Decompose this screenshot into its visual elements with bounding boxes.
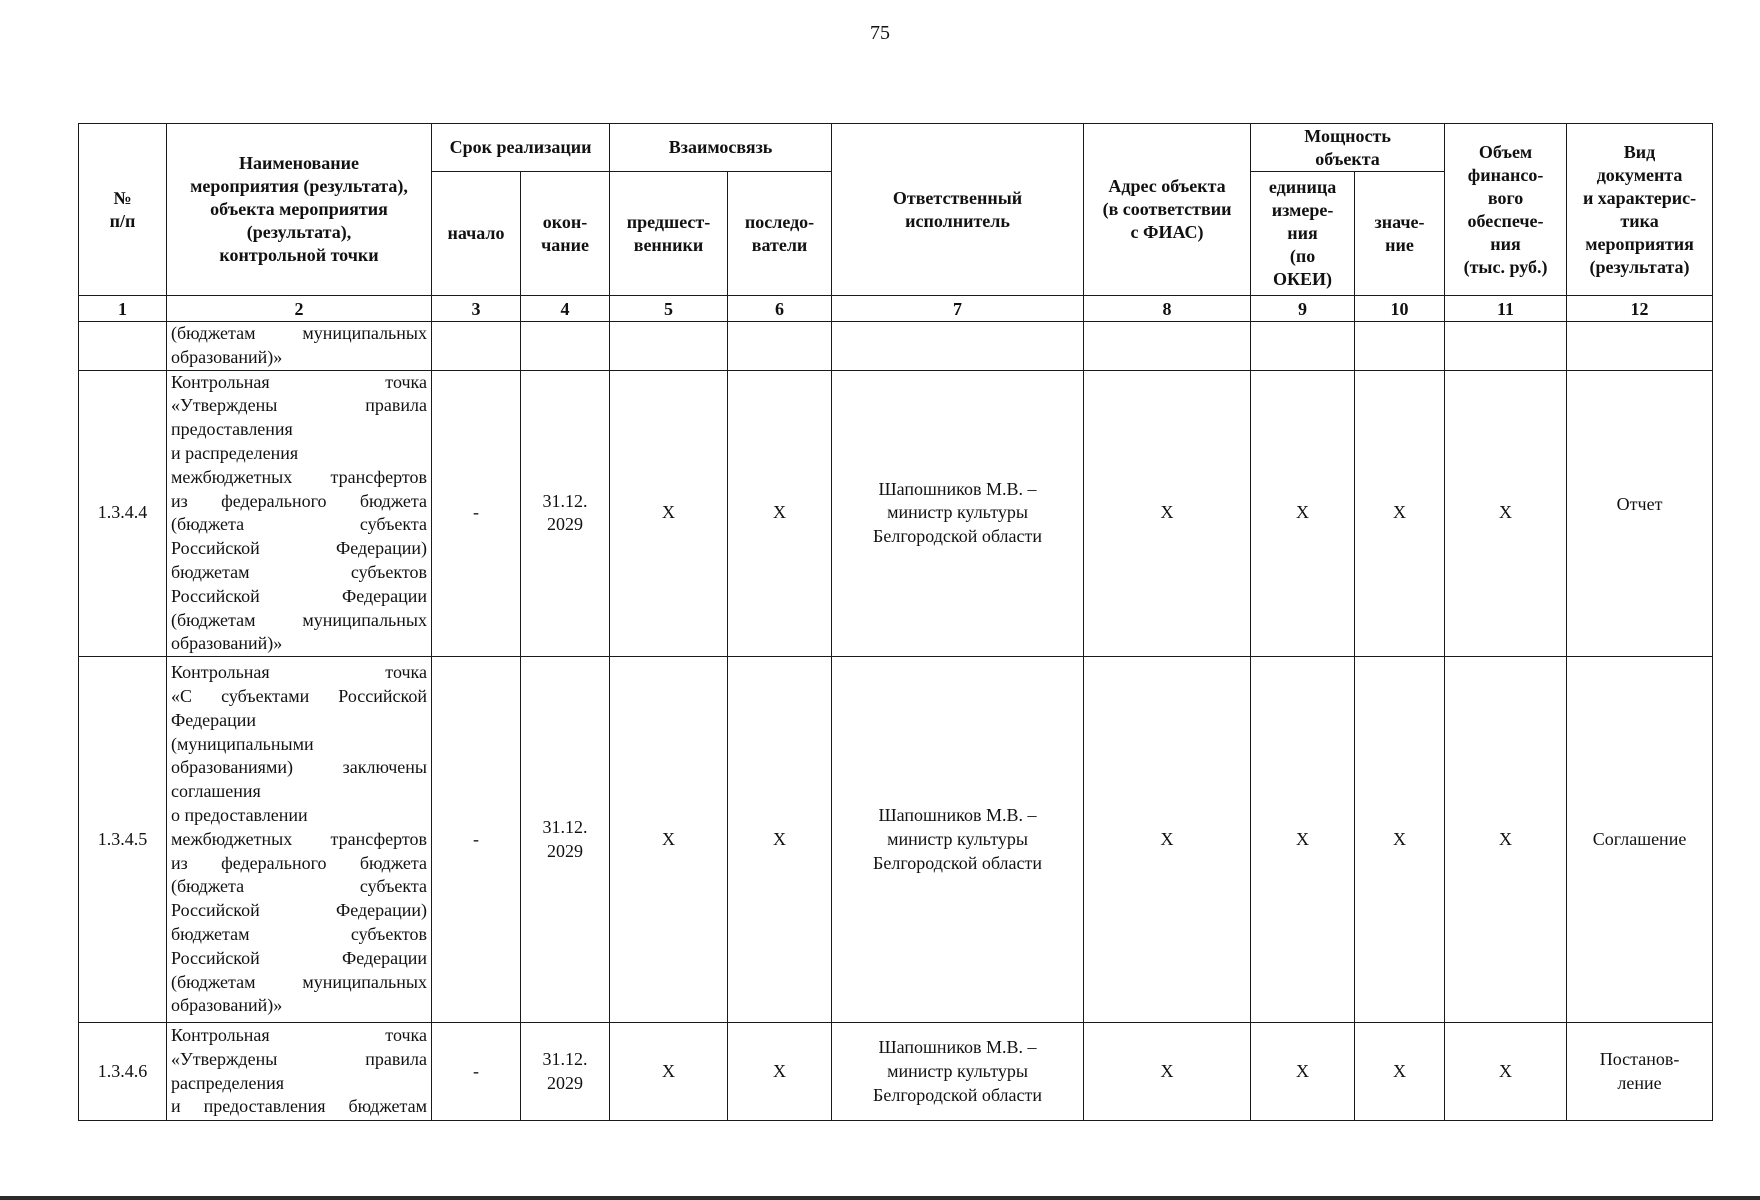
row-name-line: (бюджета субъекта xyxy=(171,514,427,535)
header-term-start: начало xyxy=(432,172,521,296)
header-link: Взаимосвязь xyxy=(610,124,832,172)
row-next: X xyxy=(728,1023,832,1121)
column-number: 5 xyxy=(610,296,728,322)
row-address: X xyxy=(1084,657,1251,1023)
row-name-line: образований)» xyxy=(171,346,283,367)
row-start: - xyxy=(432,370,521,657)
header-finance: Объем финансо- вого обеспече- ния (тыс. руб.) xyxy=(1445,124,1567,296)
row-value: X xyxy=(1355,370,1445,657)
plan-table xyxy=(78,123,1713,1121)
row-name-line: «Утверждены правила xyxy=(171,1048,427,1069)
row-address xyxy=(1084,322,1251,371)
row-number xyxy=(79,322,167,371)
row-unit: X xyxy=(1251,657,1355,1023)
row-name xyxy=(167,1023,432,1121)
row-name-line: Контрольная точка xyxy=(171,371,427,392)
row-name-line: образований)» xyxy=(171,995,283,1016)
header-address: Адрес объекта (в соответствии с ФИАС) xyxy=(1084,124,1251,296)
row-number: 1.3.4.4 xyxy=(79,370,167,657)
column-number: 1 xyxy=(79,296,167,322)
table-row xyxy=(79,657,1713,1023)
row-name-line: предоставления xyxy=(171,419,293,440)
row-start: - xyxy=(432,657,521,1023)
row-doc: Соглашение xyxy=(1567,657,1713,1023)
row-doc: Постанов- ление xyxy=(1567,1023,1713,1121)
row-next: X xyxy=(728,370,832,657)
row-name-line: Федерации xyxy=(171,709,257,730)
row-name-line: из федерального бюджета xyxy=(171,490,427,511)
row-start: - xyxy=(432,1023,521,1121)
row-name-line: распределения xyxy=(171,1072,285,1093)
header-capacity: Мощность объекта xyxy=(1251,124,1445,172)
row-number: 1.3.4.5 xyxy=(79,657,167,1023)
column-number: 2 xyxy=(167,296,432,322)
row-name-line: (бюджетам муниципальных xyxy=(171,971,427,992)
row-name-line: межбюджетных трансфертов xyxy=(171,466,427,487)
row-name-line: бюджетам субъектов xyxy=(171,561,427,582)
row-unit: X xyxy=(1251,370,1355,657)
row-prev: X xyxy=(610,1023,728,1121)
row-name-line: бюджетам субъектов xyxy=(171,923,427,944)
column-number: 4 xyxy=(521,296,610,322)
row-name-line: из федерального бюджета xyxy=(171,852,427,873)
row-end xyxy=(521,322,610,371)
row-name-line: Российской Федерации) xyxy=(171,900,427,921)
row-finance: X xyxy=(1445,1023,1567,1121)
header-doc-type: Вид документа и характерис- тика мероприятия (результата) xyxy=(1567,124,1713,296)
header-link-prev: предшест- венники xyxy=(610,172,728,296)
row-name-line: и предоставления бюджетам xyxy=(171,1096,427,1117)
row-unit xyxy=(1251,322,1355,371)
row-name-line: (бюджетам муниципальных xyxy=(171,609,427,630)
table-row xyxy=(79,322,1713,371)
column-numbers-row xyxy=(79,296,1713,322)
row-address: X xyxy=(1084,370,1251,657)
row-unit: X xyxy=(1251,1023,1355,1121)
row-name-line: Контрольная точка xyxy=(171,1025,427,1046)
column-number: 9 xyxy=(1251,296,1355,322)
row-prev xyxy=(610,322,728,371)
row-end: 31.12. 2029 xyxy=(521,370,610,657)
row-doc: Отчет xyxy=(1567,370,1713,657)
row-end: 31.12. 2029 xyxy=(521,1023,610,1121)
header-num: № п/п xyxy=(79,124,167,296)
header-link-next: последо- ватели xyxy=(728,172,832,296)
row-start xyxy=(432,322,521,371)
row-name-line: образований)» xyxy=(171,633,283,654)
row-name-line: о предоставлении xyxy=(171,804,308,825)
column-number: 10 xyxy=(1355,296,1445,322)
row-next xyxy=(728,322,832,371)
row-responsible: Шапошников М.В. – министр культуры Белгородской области xyxy=(832,370,1084,657)
header-term: Срок реализации xyxy=(432,124,610,172)
row-name-line: (бюджетам муниципальных xyxy=(171,323,427,343)
column-number: 12 xyxy=(1567,296,1713,322)
row-name xyxy=(167,657,432,1023)
row-finance: X xyxy=(1445,370,1567,657)
row-name-line: «Утверждены правила xyxy=(171,395,427,416)
page-number: 75 xyxy=(870,22,890,44)
row-responsible xyxy=(832,322,1084,371)
row-doc xyxy=(1567,322,1713,371)
row-value xyxy=(1355,322,1445,371)
column-number: 3 xyxy=(432,296,521,322)
row-name-line: «С субъектами Российской xyxy=(171,685,427,706)
header-name: Наименование мероприятия (результата), объекта мероприятия (результата), контрольной точки xyxy=(167,124,432,296)
row-value: X xyxy=(1355,657,1445,1023)
row-value: X xyxy=(1355,1023,1445,1121)
row-name-line: Контрольная точка xyxy=(171,662,427,683)
row-prev: X xyxy=(610,370,728,657)
row-name-line: образованиями) заключены xyxy=(171,757,427,778)
row-end: 31.12. 2029 xyxy=(521,657,610,1023)
header-capacity-value: значе- ние xyxy=(1355,172,1445,296)
row-name-line: Российской Федерации xyxy=(171,585,427,606)
column-number: 7 xyxy=(832,296,1084,322)
header-capacity-unit: единица измере- ния (по ОКЕИ) xyxy=(1251,172,1355,296)
row-name xyxy=(167,322,432,371)
scan-bottom-edge xyxy=(0,1196,1760,1200)
column-number: 8 xyxy=(1084,296,1251,322)
row-name-line: (муниципальными xyxy=(171,733,314,754)
row-name-line: Российской Федерации xyxy=(171,947,427,968)
row-prev: X xyxy=(610,657,728,1023)
row-responsible: Шапошников М.В. – министр культуры Белгородской области xyxy=(832,657,1084,1023)
row-name-line: Российской Федерации) xyxy=(171,538,427,559)
column-number: 11 xyxy=(1445,296,1567,322)
row-next: X xyxy=(728,657,832,1023)
row-address: X xyxy=(1084,1023,1251,1121)
row-finance xyxy=(1445,322,1567,371)
row-finance: X xyxy=(1445,657,1567,1023)
row-name xyxy=(167,370,432,657)
table-row xyxy=(79,1023,1713,1121)
row-name-line: межбюджетных трансфертов xyxy=(171,828,427,849)
row-name-line: (бюджета субъекта xyxy=(171,876,427,897)
column-number: 6 xyxy=(728,296,832,322)
row-number: 1.3.4.6 xyxy=(79,1023,167,1121)
table-row xyxy=(79,370,1713,657)
header-term-end: окон- чание xyxy=(521,172,610,296)
row-name-line: и распределения xyxy=(171,442,299,463)
row-name-line: соглашения xyxy=(171,781,261,802)
row-responsible: Шапошников М.В. – министр культуры Белгородской области xyxy=(832,1023,1084,1121)
header-responsible: Ответственный исполнитель xyxy=(832,124,1084,296)
